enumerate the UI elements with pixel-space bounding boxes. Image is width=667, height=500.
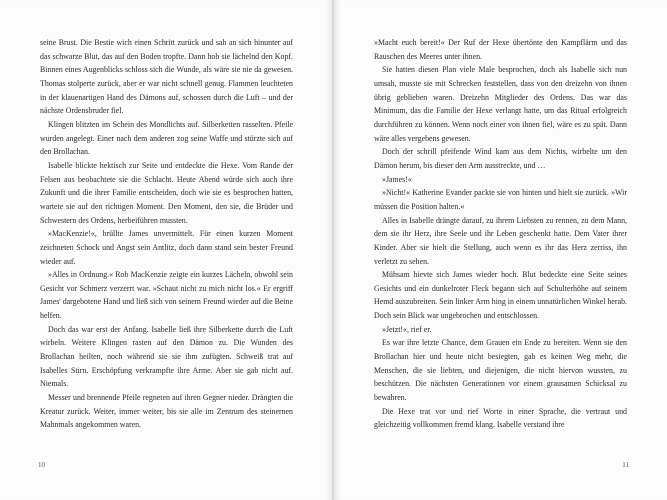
paragraph: »MacKenzie!«, brüllte James unvermittelt. Für einen kurzen Moment zeichneten Schock und Angst sein Antlitz, doch dann stand sein bester Freund wieder auf. <box>40 229 293 266</box>
paragraph: Klingen blitzten im Schein des Mondlichts auf. Silberketten rasselten. Pfeile wurden angelegt. Einer nach dem anderen zog seine Waffe und stürzte sich auf den Brollachan. <box>40 119 293 157</box>
paragraph: Doch der schrill pfeifende Wind kam aus dem Nichts, wirbelte um den Dämon herum, bis dieser den Arm ausstreckte, und … <box>374 147 627 170</box>
paragraph: »Nicht!« Katherine Evander packte sie von hinten und hielt sie zurück. »Wir müssen die Position halten.« <box>374 188 627 211</box>
page-number: 11 <box>622 461 629 469</box>
paragraph: Mühsam hievte sich James wieder hoch. Blut bedeckte eine Seite seines Gesichts und ein dunkelroter Fleck begann sich auf Schulterhöhe auf seinem Hemd auszubreiten. Sein linker Arm hing in einem unnatürlichen Winkel herab. Doch sein Blick war ungebrochen und entschlossen. <box>374 270 627 321</box>
paragraph: Messer und brennende Pfeile regneten auf ihren Gegner nieder. Drängten die Kreatur zurück. Weiter, immer weiter, bis sie alle im Zentrum des steinernen Mahnmals angekommen waren. <box>40 393 293 430</box>
paragraph: »Macht euch bereit!« Der Ruf der Hexe übertönte den Kampflärm und das Rauschen des Meeres unter ihnen. <box>374 38 627 61</box>
paragraph: Die Hexe trat vor und rief Worte in einer Sprache, die vertraut und gleichzeitig vollkommen fremd klang. Isabelle verstand ihre <box>374 406 627 430</box>
paragraph: seine Brust. Die Bestie wich einen Schritt zurück und sah an sich hinunter auf das schwarze Blut, das auf den Boden tropfte. Dann hob sie lächelnd den Kopf. Binnen eines Augenblicks schloss sich die Wunde, als wäre sie nie da gewesen. Thomas stolperte zurück, aber er war nicht schnell genug. Flammen leuchteten in der klauenartigen Hand des Dämons auf, schossen durch die Luft – und der nächste Ordensbruder fiel. <box>40 38 293 116</box>
paragraph: Doch das war erst der Anfang. Isabelle ließ ihre Silberkette durch die Luft wirbeln. Weitere Klingen rasten auf den Dämon zu. Die Wunden des Brollachan heilten, noch während sie sie ihm zufügten. Schweiß trat auf Isabelles Stirn. Erschöpfung verkrampfte ihre Arme. Aber sie gab nicht auf. Niemals. <box>40 324 293 389</box>
left-page-text <box>40 36 293 432</box>
paragraph: »James!« <box>382 174 412 184</box>
right-page <box>334 0 667 500</box>
paragraph: Isabelle blickte hektisch zur Seite und entdeckte die Hexe. Vom Rande der Felsen aus beobachtete sie die Schlacht. Heute Abend würde sich auch ihre Zukunft und die ihrer Familie entscheiden, doch wie sie es besprochen hatten, wartete sie auf den richtigen Moment. Den Moment, den sie, die Brüder und Schwestern des Ordens, herbeiführen mussten. <box>40 160 293 225</box>
paragraph: Es war ihre letzte Chance, dem Grauen ein Ende zu bereiten. Wenn sie den Brollachan hier und heute nicht besiegten, gab es keinen Weg mehr, die Menschen, die sie liebten, und diejenigen, die nicht hiervon wussten, zu beschützen. Die nächsten Generationen vor einem grausamen Schicksal zu bewahren. <box>374 338 627 403</box>
paragraph: Sie hatten diesen Plan viele Male besprochen, doch als Isabelle sich nun umsah, musste sie mit Schrecken feststellen, dass von den dreizehn von ihnen übrig geblieben waren. Dreizehn Mitglieder des Ordens. Das war das Minimum, das die Familie der Hexe verlangt hatte, um das Ritual erfolgreich durchführen zu können. Wenn noch einer von ihnen fiel, wäre es zu spät. Dann wäre alles vergebens gewesen. <box>374 65 627 143</box>
page-number: 10 <box>38 461 45 469</box>
left-page <box>0 0 333 500</box>
paragraph: Alles in Isabelle drängte darauf, zu ihrem Liebsten zu rennen, zu dem Mann, dem sie ihr Herz, ihre Seele und ihr Leben geschenkt hatte. Dem Vater ihrer Kinder. Aber sie hielt die Stellung, auch wenn es ihr das Herz zerriss, ihn verletzt zu sehen. <box>374 215 627 266</box>
paragraph: »Jetzt!«, rief er. <box>382 324 432 334</box>
paragraph: »Alles in Ordnung.« Rob MacKenzie zeigte ein kurzes Lächeln, obwohl sein Gesicht vor Schmerz verzerrt war. »Schaut nicht zu mich nicht los.« Er ergriff James' dargebotene Hand und ließ sich von seinem Freund wieder auf die Beine helfen. <box>40 270 293 321</box>
right-page-text <box>374 36 627 432</box>
